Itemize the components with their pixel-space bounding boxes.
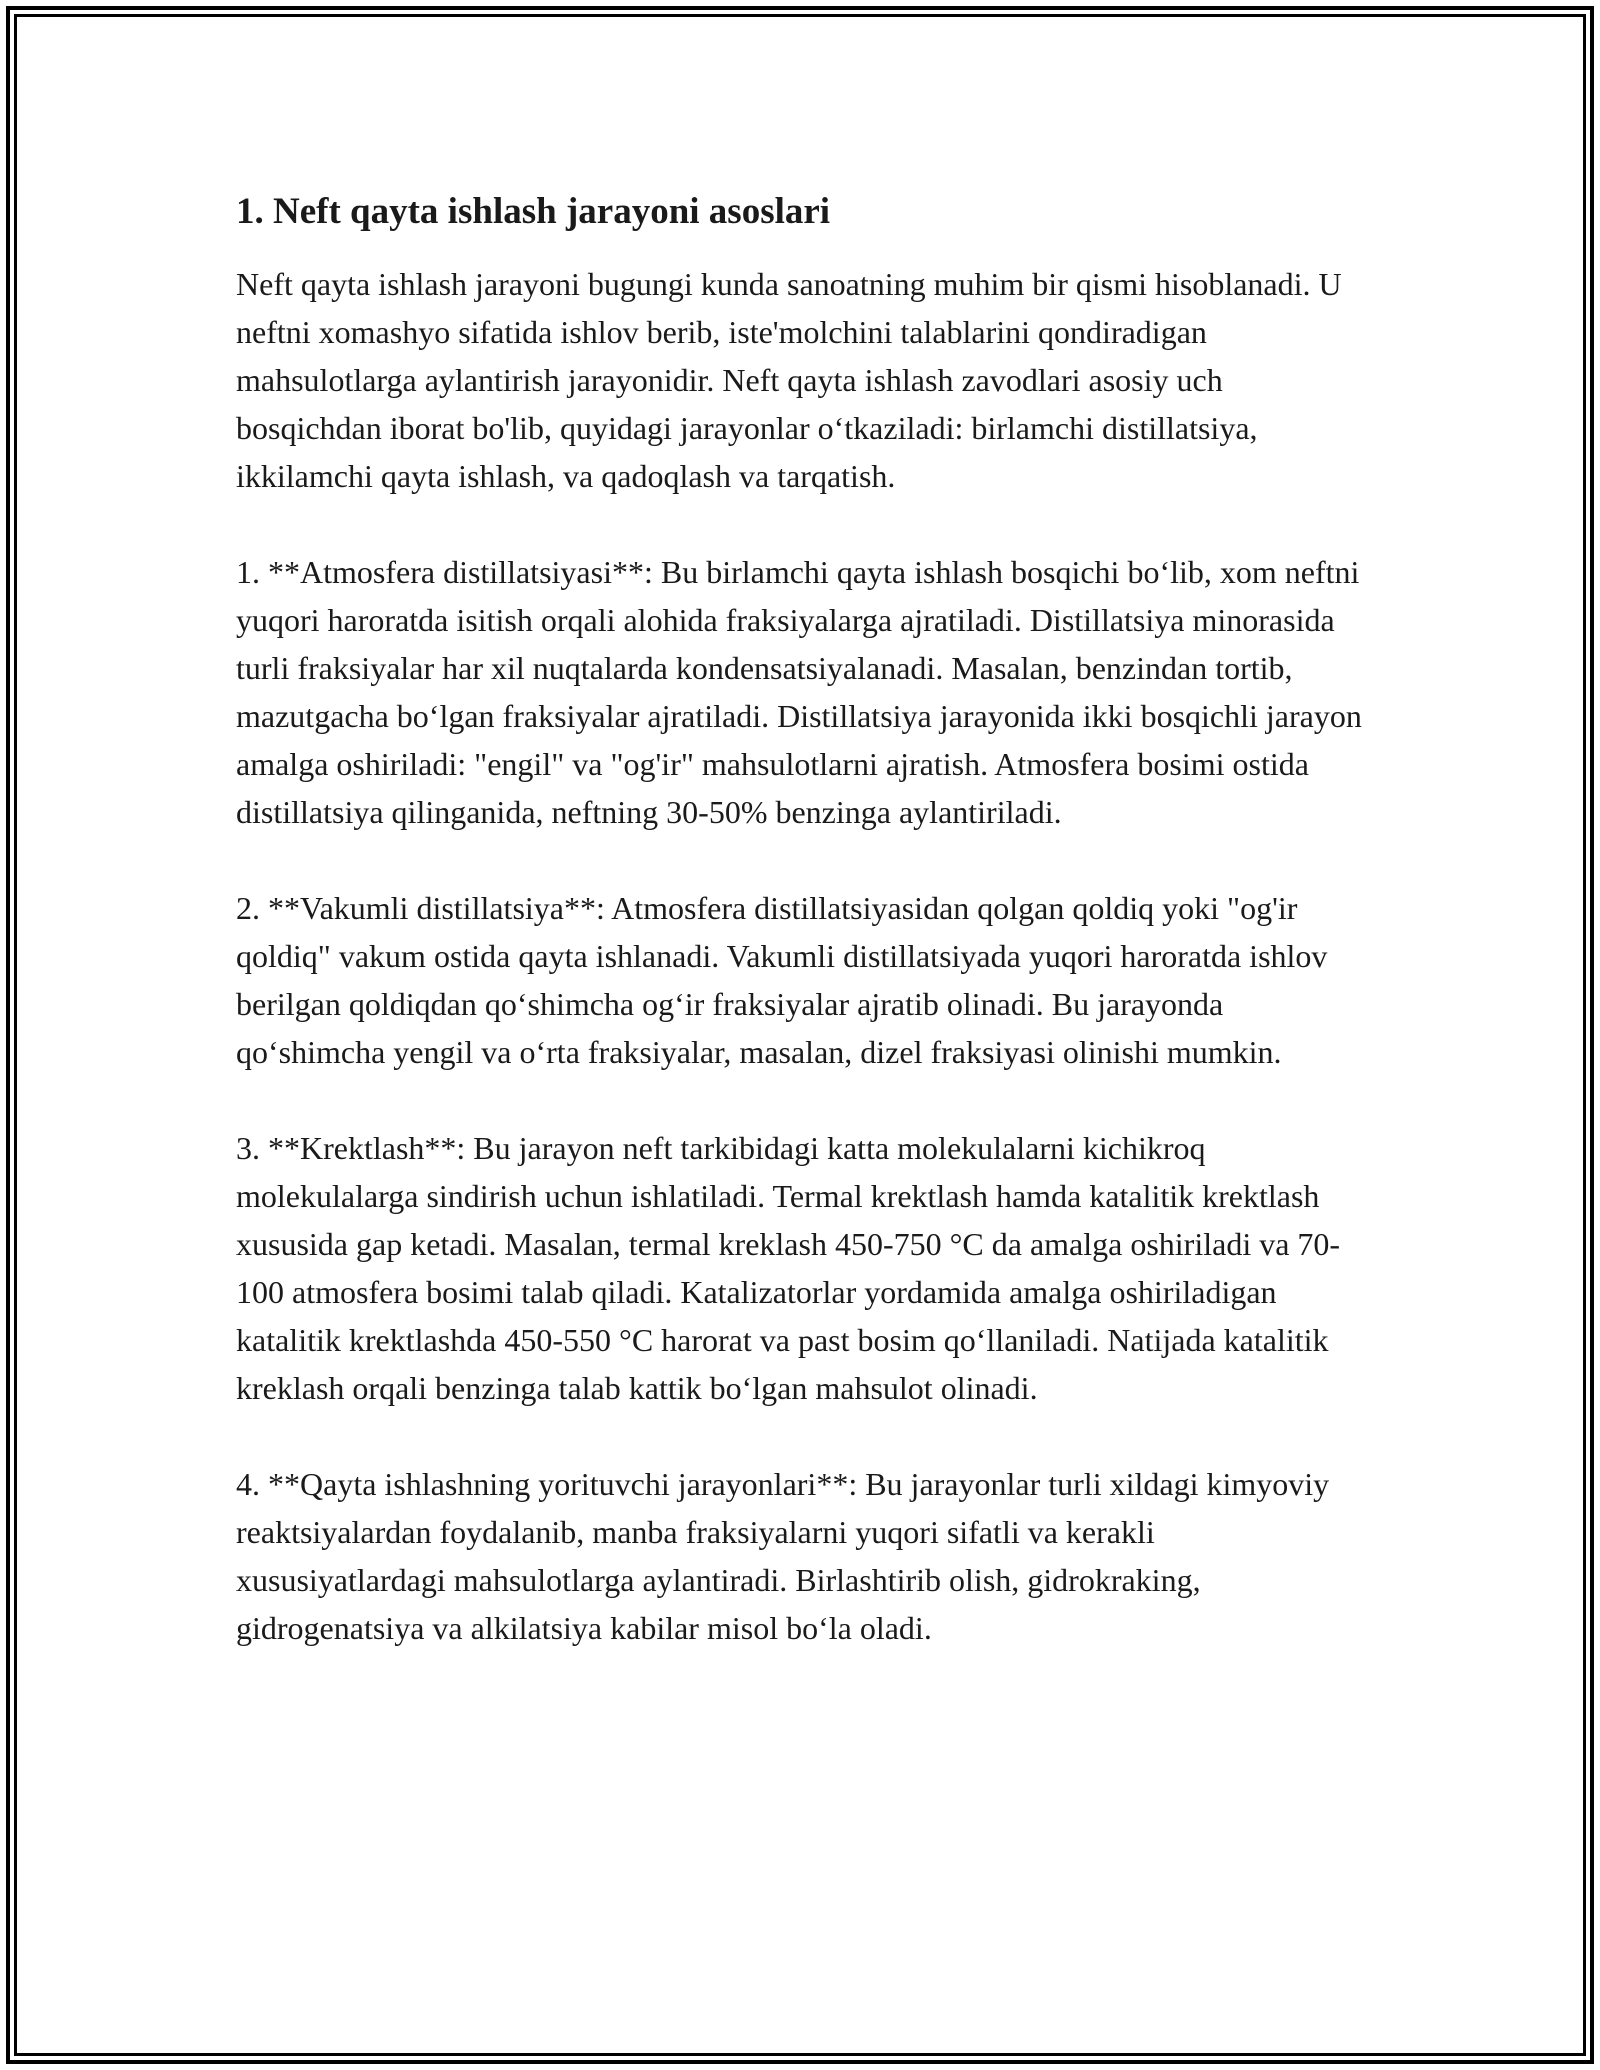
paragraph-atmospheric-distillation: 1. **Atmosfera distillatsiyasi**: Bu birlamchi qayta ishlash bosqichi bo‘lib, xom neftni yuqori haroratda isitish orqali alohida fraksiyalarga ajratiladi. Distillatsiya minorasida turli fraksiyalar har xil nuqtalarda kondensatsiyalanadi. Masalan, benzindan tortib, mazutgacha bo‘lgan fraksiyalar ajratiladi. Distillatsiya jarayonida ikki bosqichli jarayon amalga oshiriladi: "engil" va "og'ir" mahsulotlarni ajratish. Atmosfera bosimi ostida distillatsiya qilinganida, neftning 30-50% benzinga aylantiriladi.: [236, 554, 1362, 830]
section-heading: 1. Neft qayta ishlash jarayoni asoslari: [236, 191, 831, 232]
intro-paragraph: Neft qayta ishlash jarayoni bugungi kunda sanoatning muhim bir qismi hisoblanadi. U neftni xomashyo sifatida ishlov berib, iste'molchini talablarini qondiradigan mahsulotlarga aylantirish jarayonidir. Neft qayta ishlash zavodlari asosiy uch bosqichdan iborat bo'lib, quyidagi jarayonlar o‘tkaziladi: birlamchi distillatsiya, ikkilamchi qayta ishlash, va qadoqlash va tarqatish.: [236, 266, 1342, 494]
paragraph-vacuum-distillation: 2. **Vakumli distillatsiya**: Atmosfera distillatsiyasidan qolgan qoldiq yoki "og'ir qoldiq" vakum ostida qayta ishlanadi. Vakumli distillatsiyada yuqori haroratda ishlov berilgan qoldiqdan qo‘shimcha og‘ir fraksiyalar ajratib olinadi. Bu jarayonda qo‘shimcha yengil va o‘rta fraksiyalar, masalan, dizel fraksiyasi olinishi mumkin.: [236, 890, 1328, 1070]
paragraph-refining-processes: 4. **Qayta ishlashning yorituvchi jarayonlari**: Bu jarayonlar turli xildagi kimyoviy reaktsiyalardan foydalanib, manba fraksiyalarni yuqori sifatli va kerakli xususiyatlardagi mahsulotlarga aylantiradi. Birlashtirib olish, gidrokraking, gidrogenatsiya va alkilatsiya kabilar misol bo‘la oladi.: [236, 1466, 1330, 1646]
paragraph-cracking: 3. **Krektlash**: Bu jarayon neft tarkibidagi katta molekulalarni kichikroq molekulalarga sindirish uchun ishlatiladi. Termal krektlash hamda katalitik krektlash xususida gap ketadi. Masalan, termal kreklash 450-750 °C da amalga oshiriladi va 70-100 atmosfera bosimi talab qiladi. Katalizatorlar yordamida amalga oshiriladigan katalitik krektlashda 450-550 °C harorat va past bosim qo‘llaniladi. Natijada katalitik kreklash orqali benzinga talab kattik bo‘lgan mahsulot olinadi.: [236, 1130, 1341, 1406]
document-body: [236, 188, 1364, 1652]
